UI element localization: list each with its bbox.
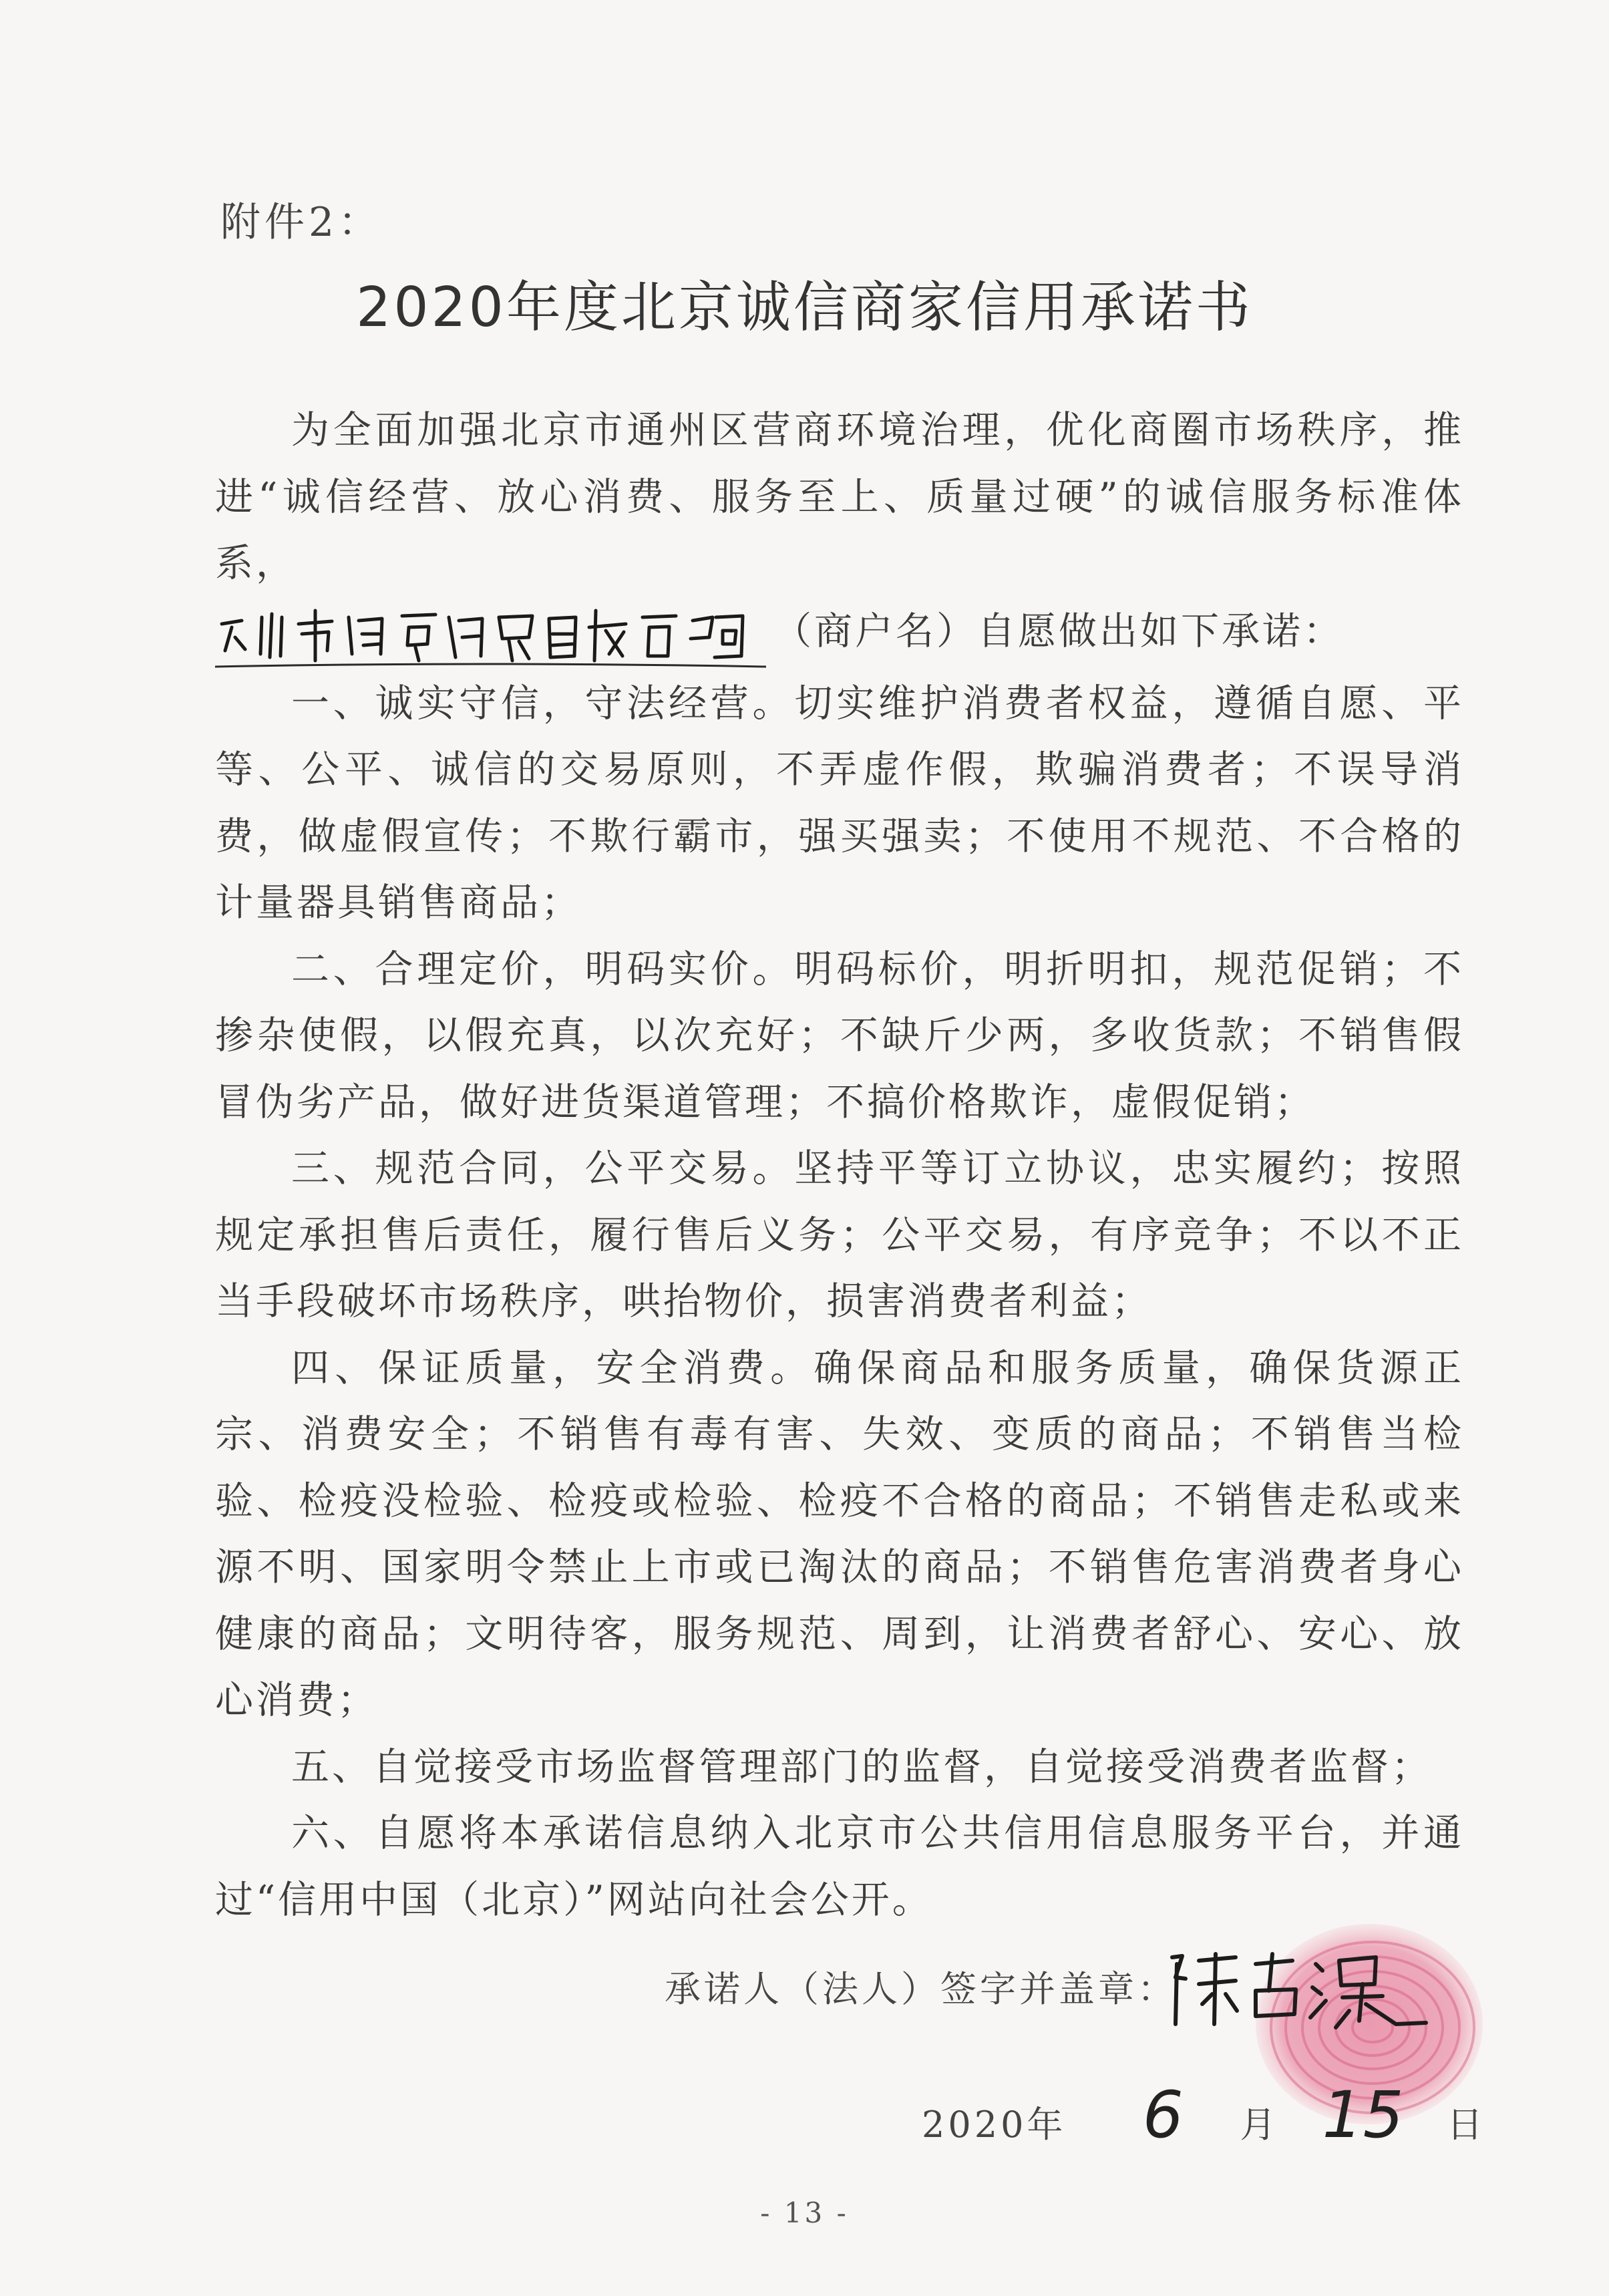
page-number: - 13 - [760, 2196, 849, 2229]
signature-handwriting [1162, 1937, 1443, 2044]
intro-paragraph: 为全面加强北京市通州区营商环境治理，优化商圈市场秩序，推进“诚信经营、放心消费、服务至上、质量过硬”的诚信服务标准体系， [215, 408, 1464, 585]
date-year: 2020年 [922, 2104, 1067, 2146]
merchant-suffix: （商户名）自愿做出如下承诺： [773, 609, 1344, 653]
document-body [215, 397, 1464, 1933]
document-title: 2020年度北京诚信商家信用承诺书 [356, 276, 1253, 339]
date-month-value: 6 [1142, 2078, 1184, 2152]
merchant-line [215, 597, 1464, 671]
date-day-value: 15 [1322, 2078, 1404, 2152]
commitment-item-5: 五、自觉接受市场监督管理部门的监督，自觉接受消费者监督； [291, 1744, 1432, 1789]
signer-label: 承诺人（法人）签字并盖章： [665, 1968, 1177, 2010]
commitment-item-6: 六、自愿将本承诺信息纳入北京市公共信用信息服务平台，并通过“信用中国（北京）”网站向社会公开。 [215, 1811, 1464, 1922]
commitment-item-3: 三、规范合同，公平交易。坚持平等订立协议，忠实履约；按照规定承担售后责任，履行售后义务；公平交易，有序竞争；不以不正当手段破坏市场秩序，哄抬物价，损害消费者利益； [215, 1146, 1464, 1323]
date-row [922, 2078, 1486, 2152]
commitment-item-2: 二、合理定价，明码实价。明码标价，明折明扣，规范促销；不掺杂使假，以假充真，以次充好；不缺斤少两，多收货款；不销售假冒伪劣产品，做好进货渠道管理；不搞价格欺诈，虚假促销； [215, 947, 1464, 1124]
date-day-label: 日 [1447, 2104, 1487, 2146]
attachment-label: 附件2： [220, 199, 383, 246]
commitment-item-1: 一、诚实守信，守法经营。切实维护消费者权益，遵循自愿、平等、公平、诚信的交易原则，不弄虚作假，欺骗消费者；不误导消费，做虚假宣传；不欺行霸市，强买强卖；不使用不规范、不合格的计量器具销售商品； [215, 681, 1464, 925]
merchant-name-handwriting [215, 597, 769, 671]
date-month-label: 月 [1240, 2104, 1280, 2146]
commitment-item-4: 四、保证质量，安全消费。确保商品和服务质量，确保货源正宗、消费安全；不销售有毒有害、失效、变质的商品；不销售当检验、检疫没检验、检疫或检验、检疫不合格的商品；不销售走私或来源不明、国家明令禁止上市或已淘汰的商品；不销售危害消费者身心健康的商品；文明待客，服务规范、周到，让消费者舒心、安心、放心消费； [215, 1345, 1464, 1722]
